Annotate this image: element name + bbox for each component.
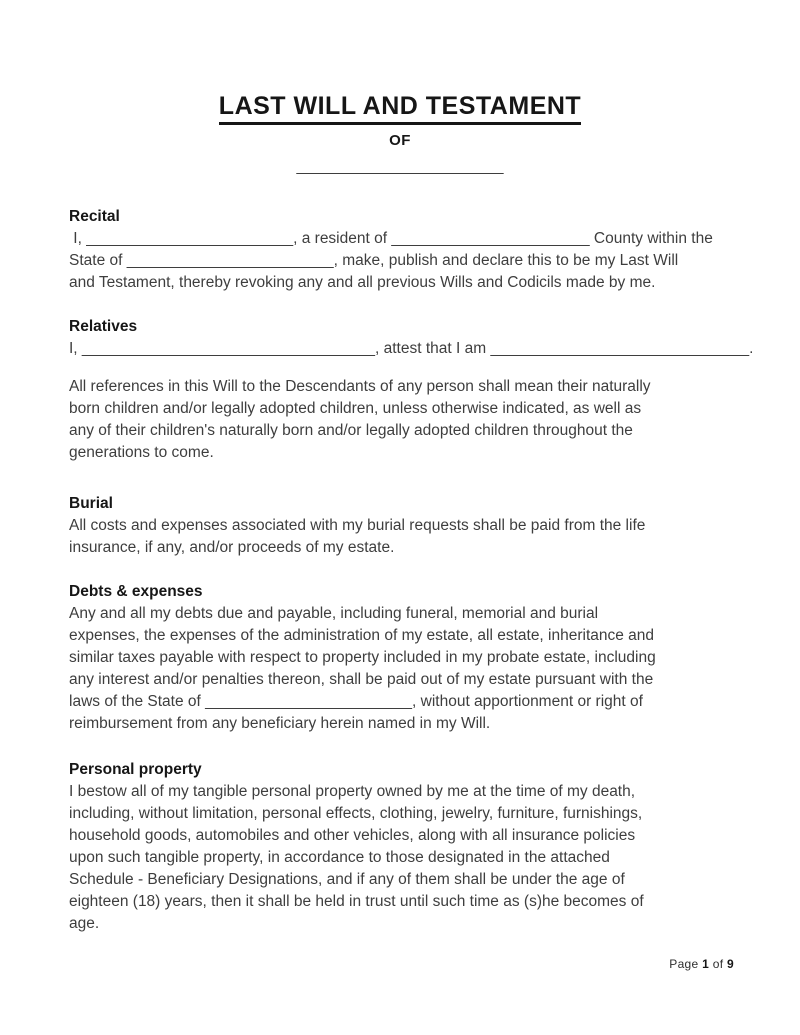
paragraph-line: All costs and expenses associated with my burial requests shall be paid from the life: [69, 516, 646, 534]
section-recital: [69, 206, 731, 294]
section-heading: Debts & expenses: [69, 582, 203, 600]
section-heading: Recital: [69, 207, 120, 225]
section-heading: Personal property: [69, 760, 202, 778]
paragraph-line: State of ________________________, make, publish and declare this to be my Last Will: [69, 251, 679, 269]
paragraph-line: Any and all my debts due and payable, including funeral, memorial and burial: [69, 604, 599, 622]
section-relatives: [69, 316, 754, 360]
paragraph-line: born children and/or legally adopted children, unless otherwise indicated, as well as: [69, 399, 642, 417]
section-heading: Burial: [69, 494, 113, 512]
paragraph-line: I, ________________________, a resident of _______________________ County within the: [69, 229, 713, 247]
document-body: [0, 206, 800, 935]
page-of-label: of: [712, 957, 724, 971]
paragraph-line: insurance, if any, and/or proceeds of my estate.: [69, 538, 395, 556]
paragraph-line: laws of the State of ________________________, without apportionment or right of: [69, 692, 643, 710]
section-personal-property: [69, 759, 731, 935]
section-descendants-clause: [69, 376, 731, 464]
title-of-label: OF: [389, 131, 411, 149]
section-heading: Relatives: [69, 317, 138, 335]
paragraph-line: any interest and/or penalties thereon, shall be paid out of my estate pursuant with the: [69, 670, 654, 688]
paragraph-line: reimbursement from any beneficiary herein named in my Will.: [69, 714, 491, 732]
section-debts-expenses: [69, 581, 731, 735]
document-title: LAST WILL AND TESTAMENT: [219, 92, 581, 125]
section-burial: [69, 493, 731, 559]
paragraph-line: All references in this Will to the Descendants of any person shall mean their naturally: [69, 377, 651, 395]
testator-name-blank: ________________________: [296, 157, 504, 175]
paragraph-line: expenses, the expenses of the administration of my estate, all estate, inheritance and: [69, 626, 655, 644]
paragraph-line: any of their children's naturally born and/or legally adopted children throughout the: [69, 421, 633, 439]
paragraph-line: including, without limitation, personal effects, clothing, jewelry, furniture, furnishings,: [69, 804, 643, 822]
paragraph-line: and Testament, thereby revoking any and all previous Wills and Codicils made by me.: [69, 273, 656, 291]
paragraph-line: household goods, automobiles and other vehicles, along with all insurance policies: [69, 826, 636, 844]
total-pages: 9: [727, 957, 734, 971]
paragraph-line: eighteen (18) years, then it shall be held in trust until such time as (s)he becomes of: [69, 892, 644, 910]
paragraph-line: upon such tangible property, in accordance to those designated in the attached: [69, 848, 610, 866]
page-number: 1: [702, 957, 710, 971]
paragraph-line: I bestow all of my tangible personal property owned by me at the time of my death,: [69, 782, 636, 800]
paragraph-line: similar taxes payable with respect to property included in my probate estate, including: [69, 648, 656, 666]
document-header: [0, 0, 800, 178]
page-footer: [669, 957, 734, 971]
paragraph-line: I, __________________________________, attest that I am ______________________________.: [69, 339, 754, 357]
paragraph-line: Schedule - Beneficiary Designations, and if any of them shall be under the age of: [69, 870, 625, 888]
paragraph-line: generations to come.: [69, 443, 214, 461]
page-label: Page: [669, 957, 699, 971]
paragraph-line: age.: [69, 914, 100, 932]
